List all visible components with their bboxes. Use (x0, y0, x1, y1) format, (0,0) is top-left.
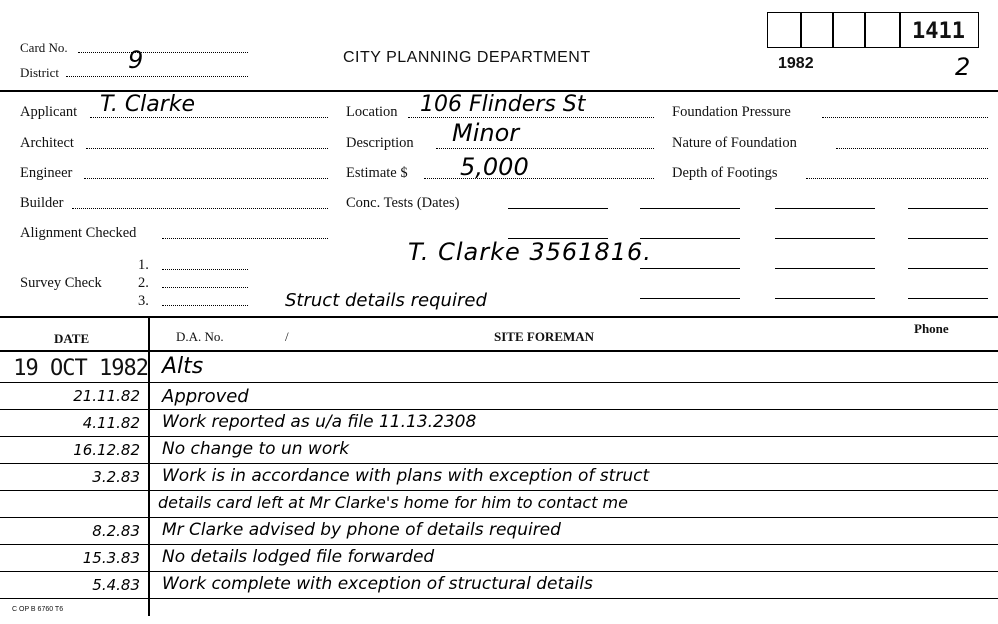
row-date: 5.4.83 (92, 576, 140, 594)
row-rule (0, 409, 998, 410)
conc-test-line-4 (908, 208, 988, 209)
survey-1-line (162, 269, 248, 270)
row-date: 21.11.82 (73, 387, 140, 405)
da-header: D.A. No. (176, 329, 224, 344)
foundation-pressure-line (822, 117, 988, 118)
conc-test-line-8 (908, 238, 988, 239)
row-rule (0, 490, 998, 491)
district-label: District (20, 65, 59, 80)
date-header: DATE (54, 331, 90, 346)
nature-foundation-label: Nature of Foundation (672, 135, 797, 151)
card-suffix: 2 (955, 53, 971, 81)
location-label: Location (346, 104, 398, 120)
card-number: 1411 (912, 19, 965, 44)
district-value: 9 (128, 46, 144, 74)
row-rule (0, 463, 998, 464)
row-date: 16.12.82 (73, 441, 140, 459)
builder-label: Builder (20, 195, 64, 211)
conc-test-line-7 (775, 238, 875, 239)
conc-test-line-6 (640, 238, 740, 239)
struct-note: Struct details required (285, 290, 487, 311)
row-entry: Work complete with exception of structural details (162, 574, 593, 594)
survey-label: Survey Check (20, 275, 102, 291)
row-rule (0, 517, 998, 518)
row-entry: Alts (162, 354, 204, 379)
district-line (66, 76, 248, 77)
survey-3: 3. (138, 293, 149, 309)
row-date: 15.3.83 (82, 549, 140, 567)
foundation-pressure-label: Foundation Pressure (672, 104, 791, 120)
row-entry: Approved (162, 386, 249, 407)
estimate-line (424, 178, 654, 179)
row-rule (0, 571, 998, 572)
description-value: Minor (452, 119, 520, 147)
row-entry: No change to un work (162, 439, 350, 459)
row-rule (0, 544, 998, 545)
nature-foundation-line (836, 148, 988, 149)
row-date: 4.11.82 (82, 414, 140, 432)
depth-footings-line (806, 178, 988, 179)
applicant-value: T. Clarke (100, 92, 196, 117)
survey-2: 2. (138, 275, 149, 291)
row-rule (0, 598, 998, 599)
conc-test-line-12 (640, 298, 740, 299)
conc-test-line-2 (640, 208, 740, 209)
conc-tests-label: Conc. Tests (Dates) (346, 195, 460, 211)
applicant-line (90, 117, 328, 118)
estimate-value: 5,000 (460, 153, 529, 181)
row-entry: Work reported as u/a file 11.13.2308 (162, 412, 477, 432)
row-rule (0, 382, 998, 383)
engineer-label: Engineer (20, 165, 73, 181)
department-title: CITY PLANNING DEPARTMENT (343, 49, 591, 66)
estimate-label: Estimate $ (346, 165, 408, 181)
conc-test-line-10 (775, 268, 875, 269)
card-no-line (78, 52, 248, 53)
row-entry: details card left at Mr Clarke's home for him to contact me (158, 493, 628, 512)
architect-line (86, 148, 328, 149)
phone-header: Phone (914, 321, 949, 336)
conc-test-line-13 (775, 298, 875, 299)
architect-label: Architect (20, 135, 74, 151)
location-value: 106 Flinders St (420, 92, 586, 117)
site-foreman-header: SITE FOREMAN (494, 329, 595, 344)
row-date: 3.2.83 (92, 468, 140, 486)
survey-2-line (162, 287, 248, 288)
alignment-label: Alignment Checked (20, 225, 137, 241)
survey-1: 1. (138, 257, 149, 273)
conc-test-line-1 (508, 208, 608, 209)
conc-test-line-11 (908, 268, 988, 269)
builder-line (72, 208, 328, 209)
year-label: 1982 (778, 55, 814, 72)
contact-note: T. Clarke 3561816. (408, 238, 652, 266)
alignment-line (162, 238, 328, 239)
card-no-label: Card No. (20, 40, 68, 55)
conc-test-line-3 (775, 208, 875, 209)
row-entry: Work is in accordance with plans with exception of struct (162, 466, 650, 486)
survey-3-line (162, 305, 248, 306)
row-date: 8.2.83 (92, 522, 140, 540)
row-rule (0, 436, 998, 437)
row-entry: No details lodged file forwarded (162, 547, 435, 567)
row-date: 19 OCT 1982 (13, 356, 148, 381)
engineer-line (84, 178, 328, 179)
description-line (436, 148, 654, 149)
location-line (408, 117, 654, 118)
depth-footings-label: Depth of Footings (672, 165, 778, 181)
description-label: Description (346, 135, 414, 151)
conc-test-line-9 (640, 268, 740, 269)
conc-test-line-14 (908, 298, 988, 299)
form-code: C OP B 6760 T6 (12, 606, 64, 613)
applicant-label: Applicant (20, 104, 78, 120)
row-entry: Mr Clarke advised by phone of details required (162, 520, 561, 540)
table-header-rule (0, 350, 998, 352)
da-slash: / (285, 329, 289, 344)
